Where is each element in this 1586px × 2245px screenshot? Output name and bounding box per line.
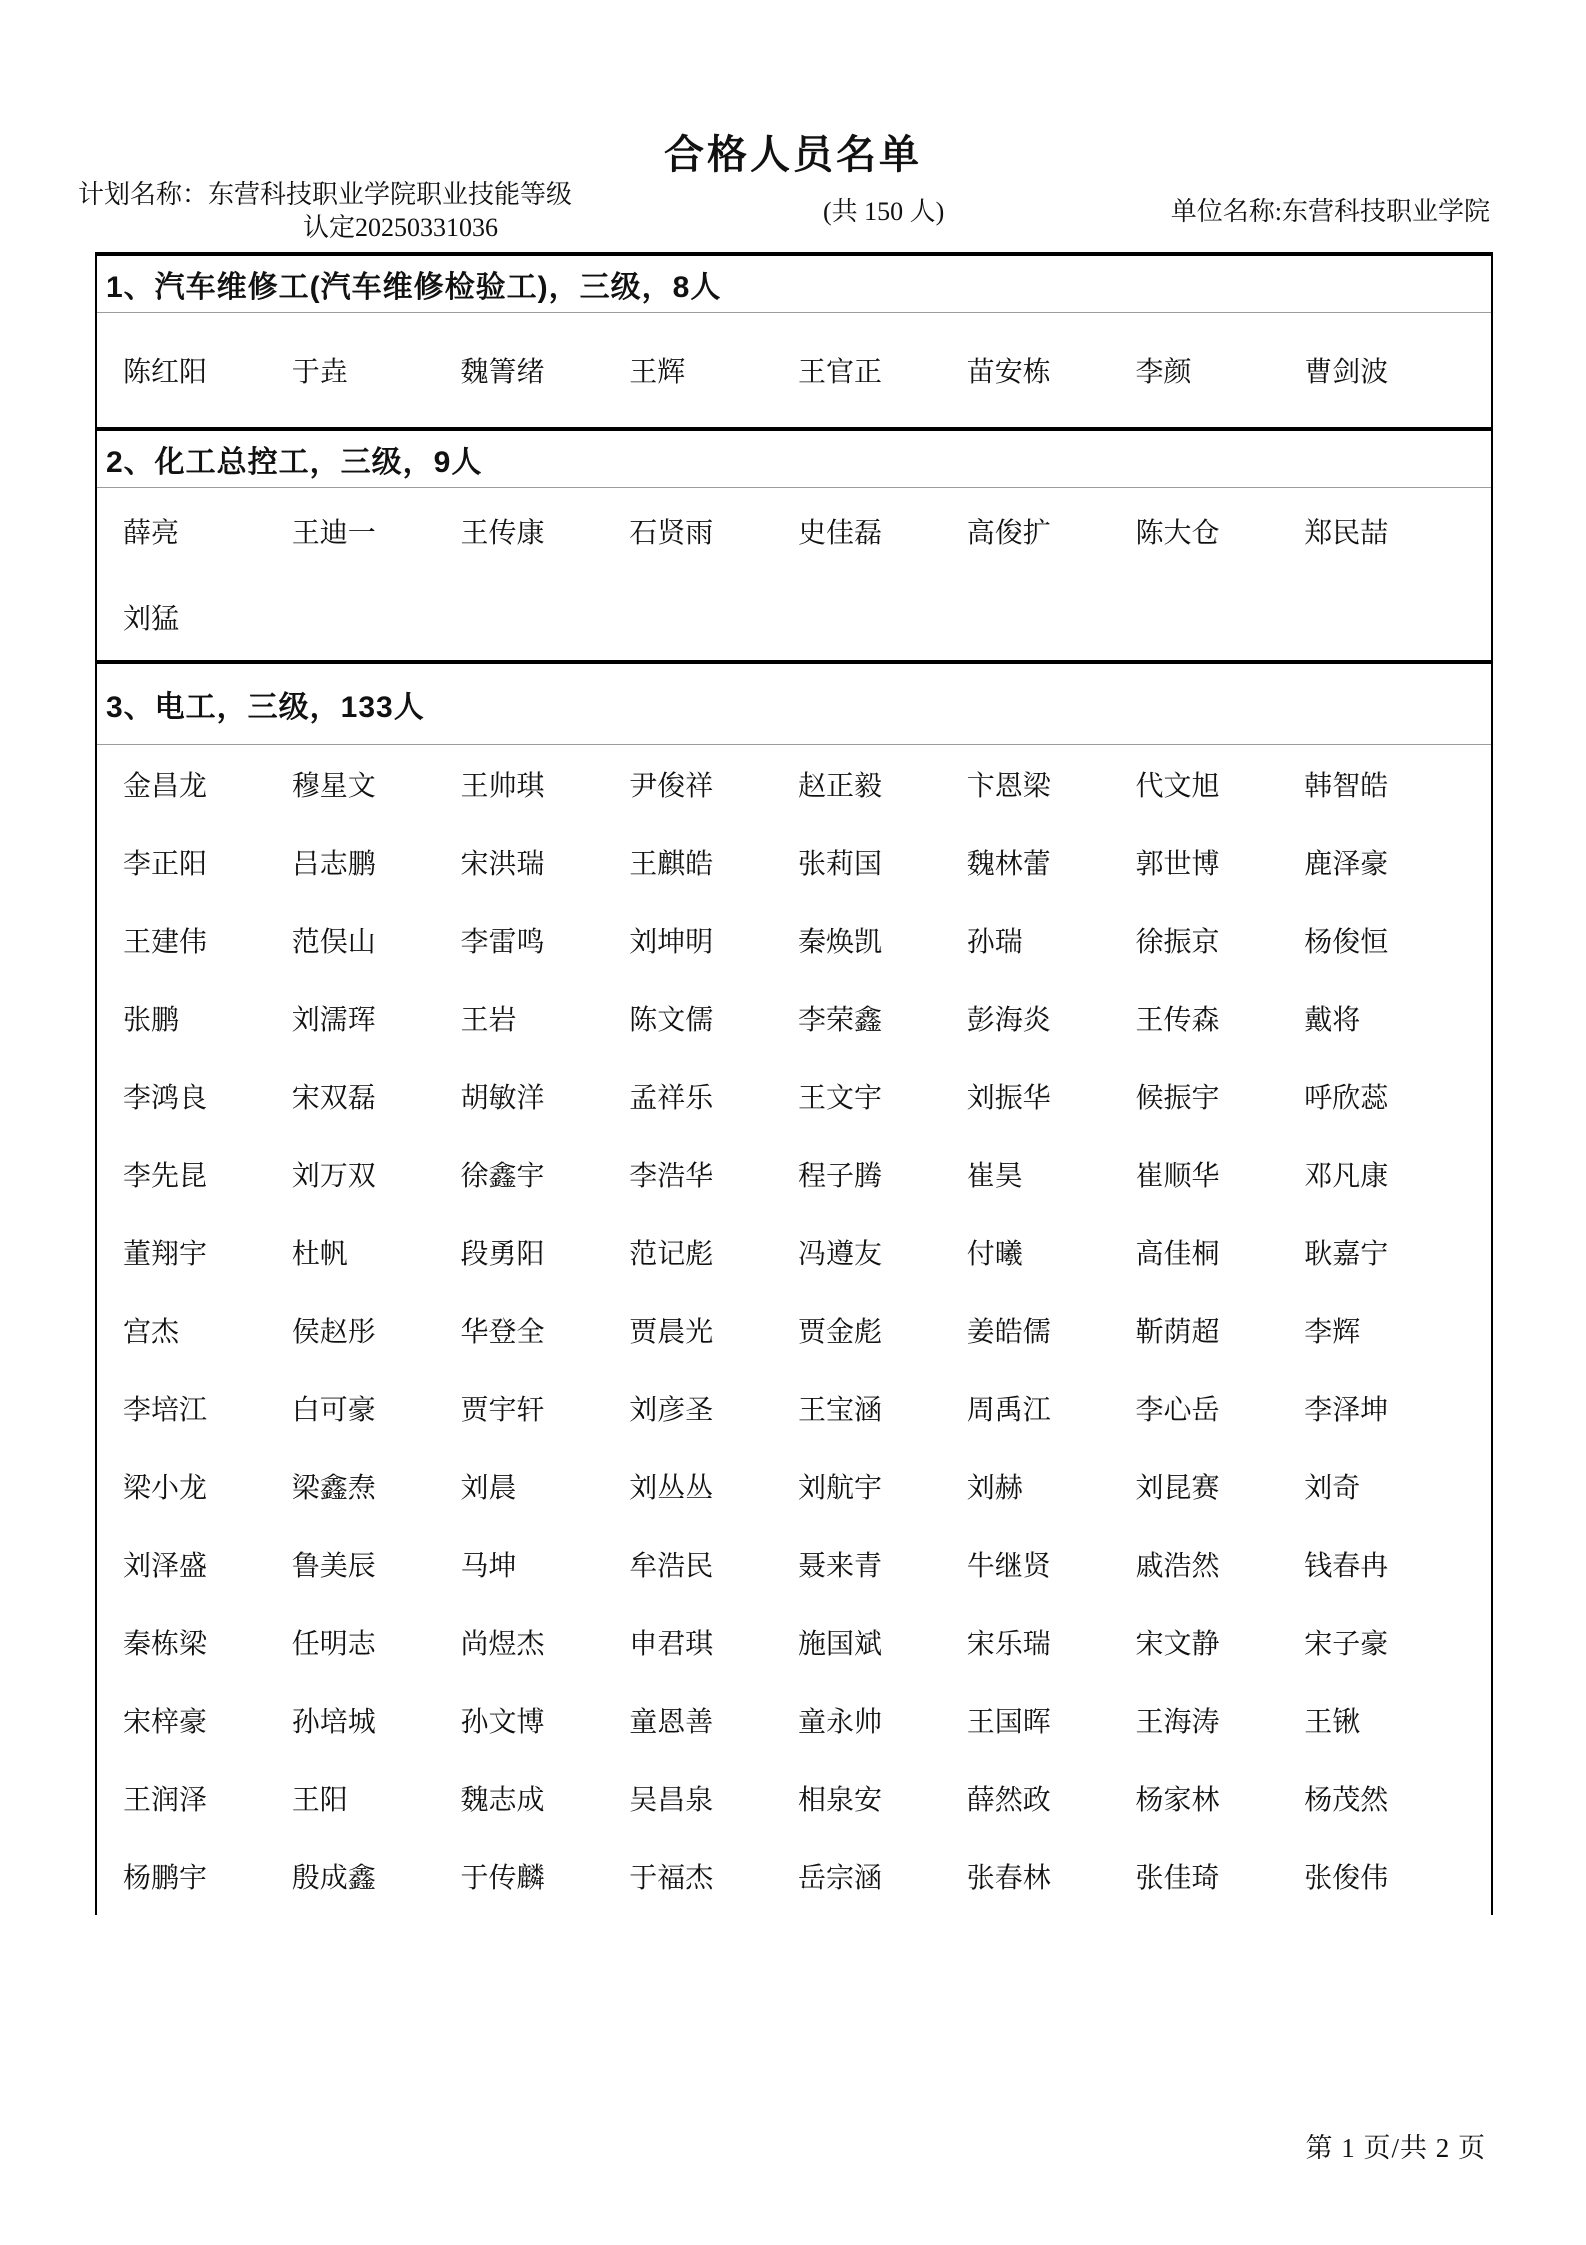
person-name: 周禹江 xyxy=(966,1395,1051,1426)
name-row xyxy=(97,1525,1491,1603)
person-name: 聂来青 xyxy=(798,1551,883,1582)
person-name: 王官正 xyxy=(798,357,883,388)
person-name: 韩智皓 xyxy=(1304,771,1389,802)
person-name: 徐鑫宇 xyxy=(460,1161,545,1192)
person-name: 李荣鑫 xyxy=(798,1005,883,1036)
person-name: 施国斌 xyxy=(798,1629,883,1660)
person-name: 秦焕凯 xyxy=(798,927,883,958)
name-row xyxy=(97,979,1491,1057)
person-name: 相泉安 xyxy=(798,1785,883,1816)
person-name: 徐振京 xyxy=(1135,927,1220,958)
name-row xyxy=(97,745,1491,823)
person-name: 李泽坤 xyxy=(1304,1395,1389,1426)
person-name: 任明志 xyxy=(291,1629,376,1660)
person-name: 梁小龙 xyxy=(123,1473,208,1504)
person-name: 刘坤明 xyxy=(629,927,714,958)
person-name: 戚浩然 xyxy=(1135,1551,1220,1582)
person-name: 刘泽盛 xyxy=(123,1551,208,1582)
person-name: 王文宇 xyxy=(798,1083,883,1114)
name-row xyxy=(97,1759,1491,1837)
person-name: 董翔宇 xyxy=(123,1239,208,1270)
person-name: 岳宗涵 xyxy=(798,1863,883,1894)
person-name: 魏箐绪 xyxy=(460,357,545,388)
person-name: 刘奇 xyxy=(1304,1473,1361,1504)
person-name: 梁鑫焘 xyxy=(291,1473,376,1504)
person-name: 高俊扩 xyxy=(966,518,1051,549)
person-name: 宋梓豪 xyxy=(123,1707,208,1738)
person-name: 于福杰 xyxy=(629,1863,714,1894)
person-name: 宋子豪 xyxy=(1304,1629,1389,1660)
person-name: 宋洪瑞 xyxy=(460,849,545,880)
person-name: 候振宇 xyxy=(1135,1083,1220,1114)
person-name: 童永帅 xyxy=(798,1707,883,1738)
person-name: 刘昆赛 xyxy=(1135,1473,1220,1504)
person-name: 魏林蕾 xyxy=(966,849,1051,880)
person-name: 王国晖 xyxy=(966,1707,1051,1738)
person-name: 段勇阳 xyxy=(460,1239,545,1270)
person-name: 崔顺华 xyxy=(1135,1161,1220,1192)
person-name: 申君琪 xyxy=(629,1629,714,1660)
person-name: 曹剑波 xyxy=(1304,357,1389,388)
person-name: 殷成鑫 xyxy=(291,1863,376,1894)
person-name: 尚煜杰 xyxy=(460,1629,545,1660)
section-heading: 2、化工总控工，三级，9人 xyxy=(97,427,1491,488)
person-name: 姜皓儒 xyxy=(966,1317,1051,1348)
person-name: 王传森 xyxy=(1135,1005,1220,1036)
person-name: 刘赫 xyxy=(966,1473,1023,1504)
person-name: 郭世博 xyxy=(1135,849,1220,880)
person-name: 李正阳 xyxy=(123,849,208,880)
person-name: 杨茂然 xyxy=(1304,1785,1389,1816)
person-name: 杨俊恒 xyxy=(1304,927,1389,958)
document-meta xyxy=(78,178,1490,244)
person-name: 牛继贤 xyxy=(966,1551,1051,1582)
person-name: 石贤雨 xyxy=(629,518,714,549)
person-name: 薛然政 xyxy=(966,1785,1051,1816)
person-name: 陈文儒 xyxy=(629,1005,714,1036)
person-name: 刘彦圣 xyxy=(629,1395,714,1426)
total-count: (共 150 人) xyxy=(823,196,945,226)
person-name: 李雷鸣 xyxy=(460,927,545,958)
plan-value-line1: 东营科技职业学院职业技能等级 xyxy=(208,180,573,209)
section-heading: 1、汽车维修工(汽车维修检验工)，三级，8人 xyxy=(97,256,1491,313)
person-name: 李辉 xyxy=(1304,1317,1361,1348)
person-name: 崔昊 xyxy=(966,1161,1023,1192)
person-name: 王岩 xyxy=(460,1005,517,1036)
person-name: 邓凡康 xyxy=(1304,1161,1389,1192)
person-name: 陈红阳 xyxy=(123,357,208,388)
person-name: 金昌龙 xyxy=(123,771,208,802)
personnel-table xyxy=(95,252,1493,1915)
name-row xyxy=(97,1291,1491,1369)
name-row xyxy=(97,313,1491,427)
person-name: 靳荫超 xyxy=(1135,1317,1220,1348)
person-name: 贾晨光 xyxy=(629,1317,714,1348)
name-row xyxy=(97,1135,1491,1213)
person-name: 王海涛 xyxy=(1135,1707,1220,1738)
page-number: 第 1 页/共 2 页 xyxy=(1305,2133,1486,2163)
person-name: 杨家林 xyxy=(1135,1785,1220,1816)
name-row xyxy=(97,1213,1491,1291)
name-row xyxy=(97,823,1491,901)
person-name: 范俣山 xyxy=(291,927,376,958)
person-name: 李颜 xyxy=(1135,357,1192,388)
plan-name-line1 xyxy=(78,178,723,211)
unit-name: 单位名称:东营科技职业学院 xyxy=(1170,196,1490,226)
page-title: 合格人员名单 xyxy=(664,132,922,177)
person-name: 呼欣蕊 xyxy=(1304,1083,1389,1114)
person-name: 彭海炎 xyxy=(966,1005,1051,1036)
person-name: 王辉 xyxy=(629,357,686,388)
person-name: 孙瑞 xyxy=(966,927,1023,958)
person-name: 陈大仓 xyxy=(1135,518,1220,549)
person-name: 秦栋梁 xyxy=(123,1629,208,1660)
person-name: 王帅琪 xyxy=(460,771,545,802)
person-name: 王建伟 xyxy=(123,927,208,958)
name-row xyxy=(97,1837,1491,1915)
person-name: 刘航宇 xyxy=(798,1473,883,1504)
person-name: 李培江 xyxy=(123,1395,208,1426)
section-name-grid xyxy=(97,488,1491,660)
person-name: 白可豪 xyxy=(291,1395,376,1426)
person-name: 杨鹏宇 xyxy=(123,1863,208,1894)
person-name: 史佳磊 xyxy=(798,518,883,549)
person-name: 付曦 xyxy=(966,1239,1023,1270)
person-name: 鲁美辰 xyxy=(291,1551,376,1582)
person-name: 李浩华 xyxy=(629,1161,714,1192)
person-name: 杜帆 xyxy=(291,1239,348,1270)
person-name: 王传康 xyxy=(460,518,545,549)
person-name: 贾金彪 xyxy=(798,1317,883,1348)
section-name-grid xyxy=(97,745,1491,1915)
person-name: 李心岳 xyxy=(1135,1395,1220,1426)
name-row xyxy=(97,901,1491,979)
section-heading: 3、电工，三级，133人 xyxy=(97,660,1491,745)
person-name: 刘猛 xyxy=(123,604,180,635)
person-name: 宋文静 xyxy=(1135,1629,1220,1660)
person-name: 魏志成 xyxy=(460,1785,545,1816)
person-name: 宋乐瑞 xyxy=(966,1629,1051,1660)
person-name: 张佳琦 xyxy=(1135,1863,1220,1894)
person-name: 牟浩民 xyxy=(629,1551,714,1582)
person-name: 童恩善 xyxy=(629,1707,714,1738)
name-row xyxy=(97,1057,1491,1135)
person-name: 刘丛丛 xyxy=(629,1473,714,1504)
name-row xyxy=(97,574,1491,660)
person-name: 孟祥乐 xyxy=(629,1083,714,1114)
person-name: 王润泽 xyxy=(123,1785,208,1816)
person-name: 王迪一 xyxy=(291,518,376,549)
plan-name xyxy=(78,178,723,244)
person-name: 张鹏 xyxy=(123,1005,180,1036)
person-name: 张莉国 xyxy=(798,849,883,880)
person-name: 宋双磊 xyxy=(291,1083,376,1114)
person-name: 刘振华 xyxy=(966,1083,1051,1114)
person-name: 穆星文 xyxy=(291,771,376,802)
person-name: 薛亮 xyxy=(123,518,180,549)
person-name: 李鸿良 xyxy=(123,1083,208,1114)
person-name: 李先昆 xyxy=(123,1161,208,1192)
person-name: 鹿泽豪 xyxy=(1304,849,1389,880)
person-name: 宫杰 xyxy=(123,1317,180,1348)
person-name: 张春林 xyxy=(966,1863,1051,1894)
person-name: 程子腾 xyxy=(798,1161,883,1192)
person-name: 王宝涵 xyxy=(798,1395,883,1426)
person-name: 王阳 xyxy=(291,1785,348,1816)
person-name: 于传麟 xyxy=(460,1863,545,1894)
person-name: 高佳桐 xyxy=(1135,1239,1220,1270)
person-name: 吴昌泉 xyxy=(629,1785,714,1816)
person-name: 吕志鹏 xyxy=(291,849,376,880)
person-name: 胡敏洋 xyxy=(460,1083,545,1114)
name-row xyxy=(97,488,1491,574)
person-name: 王锹 xyxy=(1304,1707,1361,1738)
person-name: 刘万双 xyxy=(291,1161,376,1192)
person-name: 卞恩梁 xyxy=(966,771,1051,802)
person-name: 侯赵彤 xyxy=(291,1317,376,1348)
person-name: 郑民喆 xyxy=(1304,518,1389,549)
person-name: 孙文博 xyxy=(460,1707,545,1738)
name-row xyxy=(97,1681,1491,1759)
person-name: 于垚 xyxy=(291,357,348,388)
person-name: 张俊伟 xyxy=(1304,1863,1389,1894)
person-name: 孙培城 xyxy=(291,1707,376,1738)
person-name: 范记彪 xyxy=(629,1239,714,1270)
person-name: 尹俊祥 xyxy=(629,771,714,802)
plan-value-line2: 认定20250331036 xyxy=(302,213,498,242)
person-name: 苗安栋 xyxy=(966,357,1051,388)
person-name: 冯遵友 xyxy=(798,1239,883,1270)
name-row xyxy=(97,1369,1491,1447)
name-row xyxy=(97,1603,1491,1681)
person-name: 戴将 xyxy=(1304,1005,1361,1036)
person-name: 赵正毅 xyxy=(798,771,883,802)
person-name: 刘濡珲 xyxy=(291,1005,376,1036)
person-name: 钱春冉 xyxy=(1304,1551,1389,1582)
section-name-grid xyxy=(97,313,1491,427)
person-name: 马坤 xyxy=(460,1551,517,1582)
person-name: 耿嘉宁 xyxy=(1304,1239,1389,1270)
person-name: 王麒皓 xyxy=(629,849,714,880)
person-name: 刘晨 xyxy=(460,1473,517,1504)
plan-label: 计划名称： xyxy=(78,180,209,209)
person-name: 华登全 xyxy=(460,1317,545,1348)
name-row xyxy=(97,1447,1491,1525)
person-name: 代文旭 xyxy=(1135,771,1220,802)
person-name: 贾宇轩 xyxy=(460,1395,545,1426)
